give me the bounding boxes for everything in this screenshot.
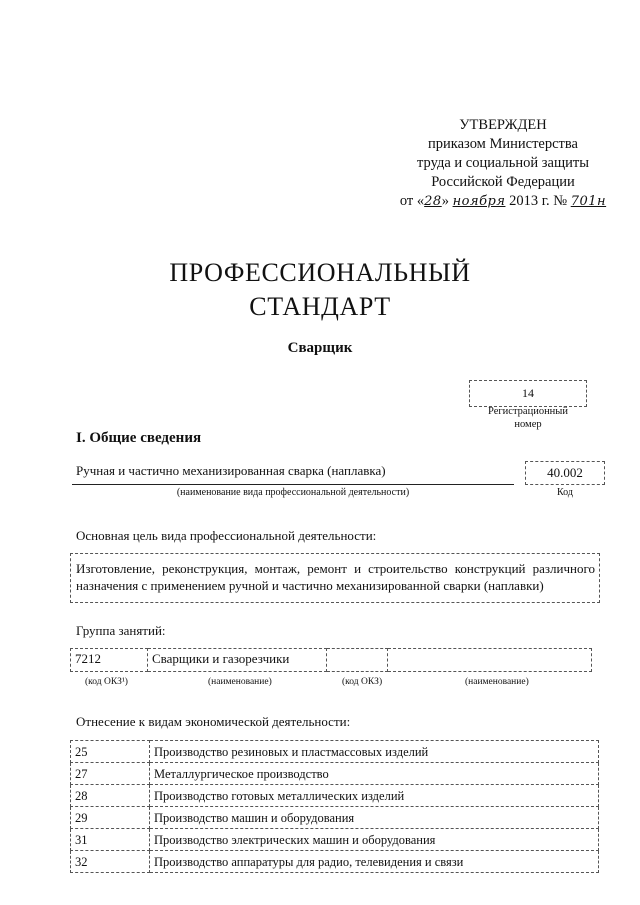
approval-order-line: приказом Министерства bbox=[428, 136, 578, 152]
table-row bbox=[71, 807, 599, 829]
date-year-number: 2013 г. № bbox=[509, 193, 568, 209]
econ-name: Производство готовых металлических изделий bbox=[150, 785, 599, 807]
econ-name: Производство электрических машин и оборудования bbox=[150, 829, 599, 851]
okz-code-cell: 7212 bbox=[71, 649, 148, 672]
purpose-text: Изготовление, реконструкция, монтаж, ремонт и строительство конструкций различного назначения с применением ручной и частично механизированной сварки (наплавки) bbox=[70, 553, 600, 603]
okz-code-caption: (код ОКЗ¹) bbox=[85, 677, 128, 687]
table-row bbox=[71, 785, 599, 807]
standard-subtitle: Сварщик bbox=[287, 340, 353, 356]
econ-code: 32 bbox=[71, 851, 150, 873]
table-row bbox=[71, 741, 599, 763]
econ-name: Производство резиновых и пластмассовых изделий bbox=[150, 741, 599, 763]
table-row bbox=[71, 649, 592, 672]
econ-code: 29 bbox=[71, 807, 150, 829]
approval-ministry-line: труда и социальной защиты bbox=[417, 155, 589, 171]
activity-kind: Ручная и частично механизированная сварка (наплавка) bbox=[76, 463, 386, 478]
okz-name-cell-2 bbox=[388, 649, 592, 672]
approval-title: УТВЕРЖДЕН bbox=[459, 117, 547, 133]
date-prefix: от « bbox=[399, 193, 425, 209]
occupation-group-table bbox=[70, 648, 592, 672]
title-line-1: ПРОФЕССИОНАЛЬНЫЙ bbox=[169, 258, 471, 287]
econ-code: 31 bbox=[71, 829, 150, 851]
handwritten-order-number: 701н bbox=[570, 194, 607, 209]
activity-kind-caption: (наименование вида профессиональной деятельности) bbox=[176, 487, 410, 498]
registration-number-box: 14 bbox=[469, 380, 587, 407]
title-line-2: СТАНДАРТ bbox=[249, 292, 391, 321]
econ-activity-table bbox=[70, 740, 599, 873]
table-row bbox=[71, 763, 599, 785]
econ-code: 25 bbox=[71, 741, 150, 763]
econ-name: Производство аппаратуры для радио, телевидения и связи bbox=[150, 851, 599, 873]
section-heading: I. Общие сведения bbox=[76, 430, 202, 446]
registration-label-line-2: номер bbox=[514, 419, 542, 430]
handwritten-day: 28 bbox=[424, 194, 442, 209]
okz-code-caption-2: (код ОКЗ) bbox=[342, 677, 383, 687]
date-quote-close: » bbox=[441, 193, 449, 209]
okz-name-caption: (наименование) bbox=[208, 677, 272, 687]
econ-name: Производство машин и оборудования bbox=[150, 807, 599, 829]
econ-activity-label: Отнесение к видам экономической деятельности: bbox=[76, 714, 351, 729]
econ-code: 28 bbox=[71, 785, 150, 807]
table-row bbox=[71, 851, 599, 873]
page-title bbox=[0, 256, 640, 324]
table-row bbox=[71, 829, 599, 851]
handwritten-month: ноября bbox=[452, 194, 506, 209]
activity-code-box: 40.002 bbox=[525, 461, 605, 485]
okz-name-cell: Сварщики и газорезчики bbox=[148, 649, 327, 672]
okz-code-cell-2 bbox=[327, 649, 388, 672]
activity-code-caption: Код bbox=[557, 487, 573, 498]
econ-name: Металлургическое производство bbox=[150, 763, 599, 785]
approval-block bbox=[398, 116, 608, 211]
registration-label-line-1: Регистрационный bbox=[488, 406, 568, 417]
purpose-label: Основная цель вида профессиональной деятельности: bbox=[76, 528, 377, 543]
group-label: Группа занятий: bbox=[76, 623, 166, 638]
activity-kind-underline bbox=[72, 484, 514, 485]
econ-code: 27 bbox=[71, 763, 150, 785]
approval-federation-line: Российской Федерации bbox=[431, 174, 575, 190]
registration-number-label bbox=[469, 405, 587, 431]
okz-name-caption-2: (наименование) bbox=[465, 677, 529, 687]
approval-date-line bbox=[398, 192, 608, 211]
